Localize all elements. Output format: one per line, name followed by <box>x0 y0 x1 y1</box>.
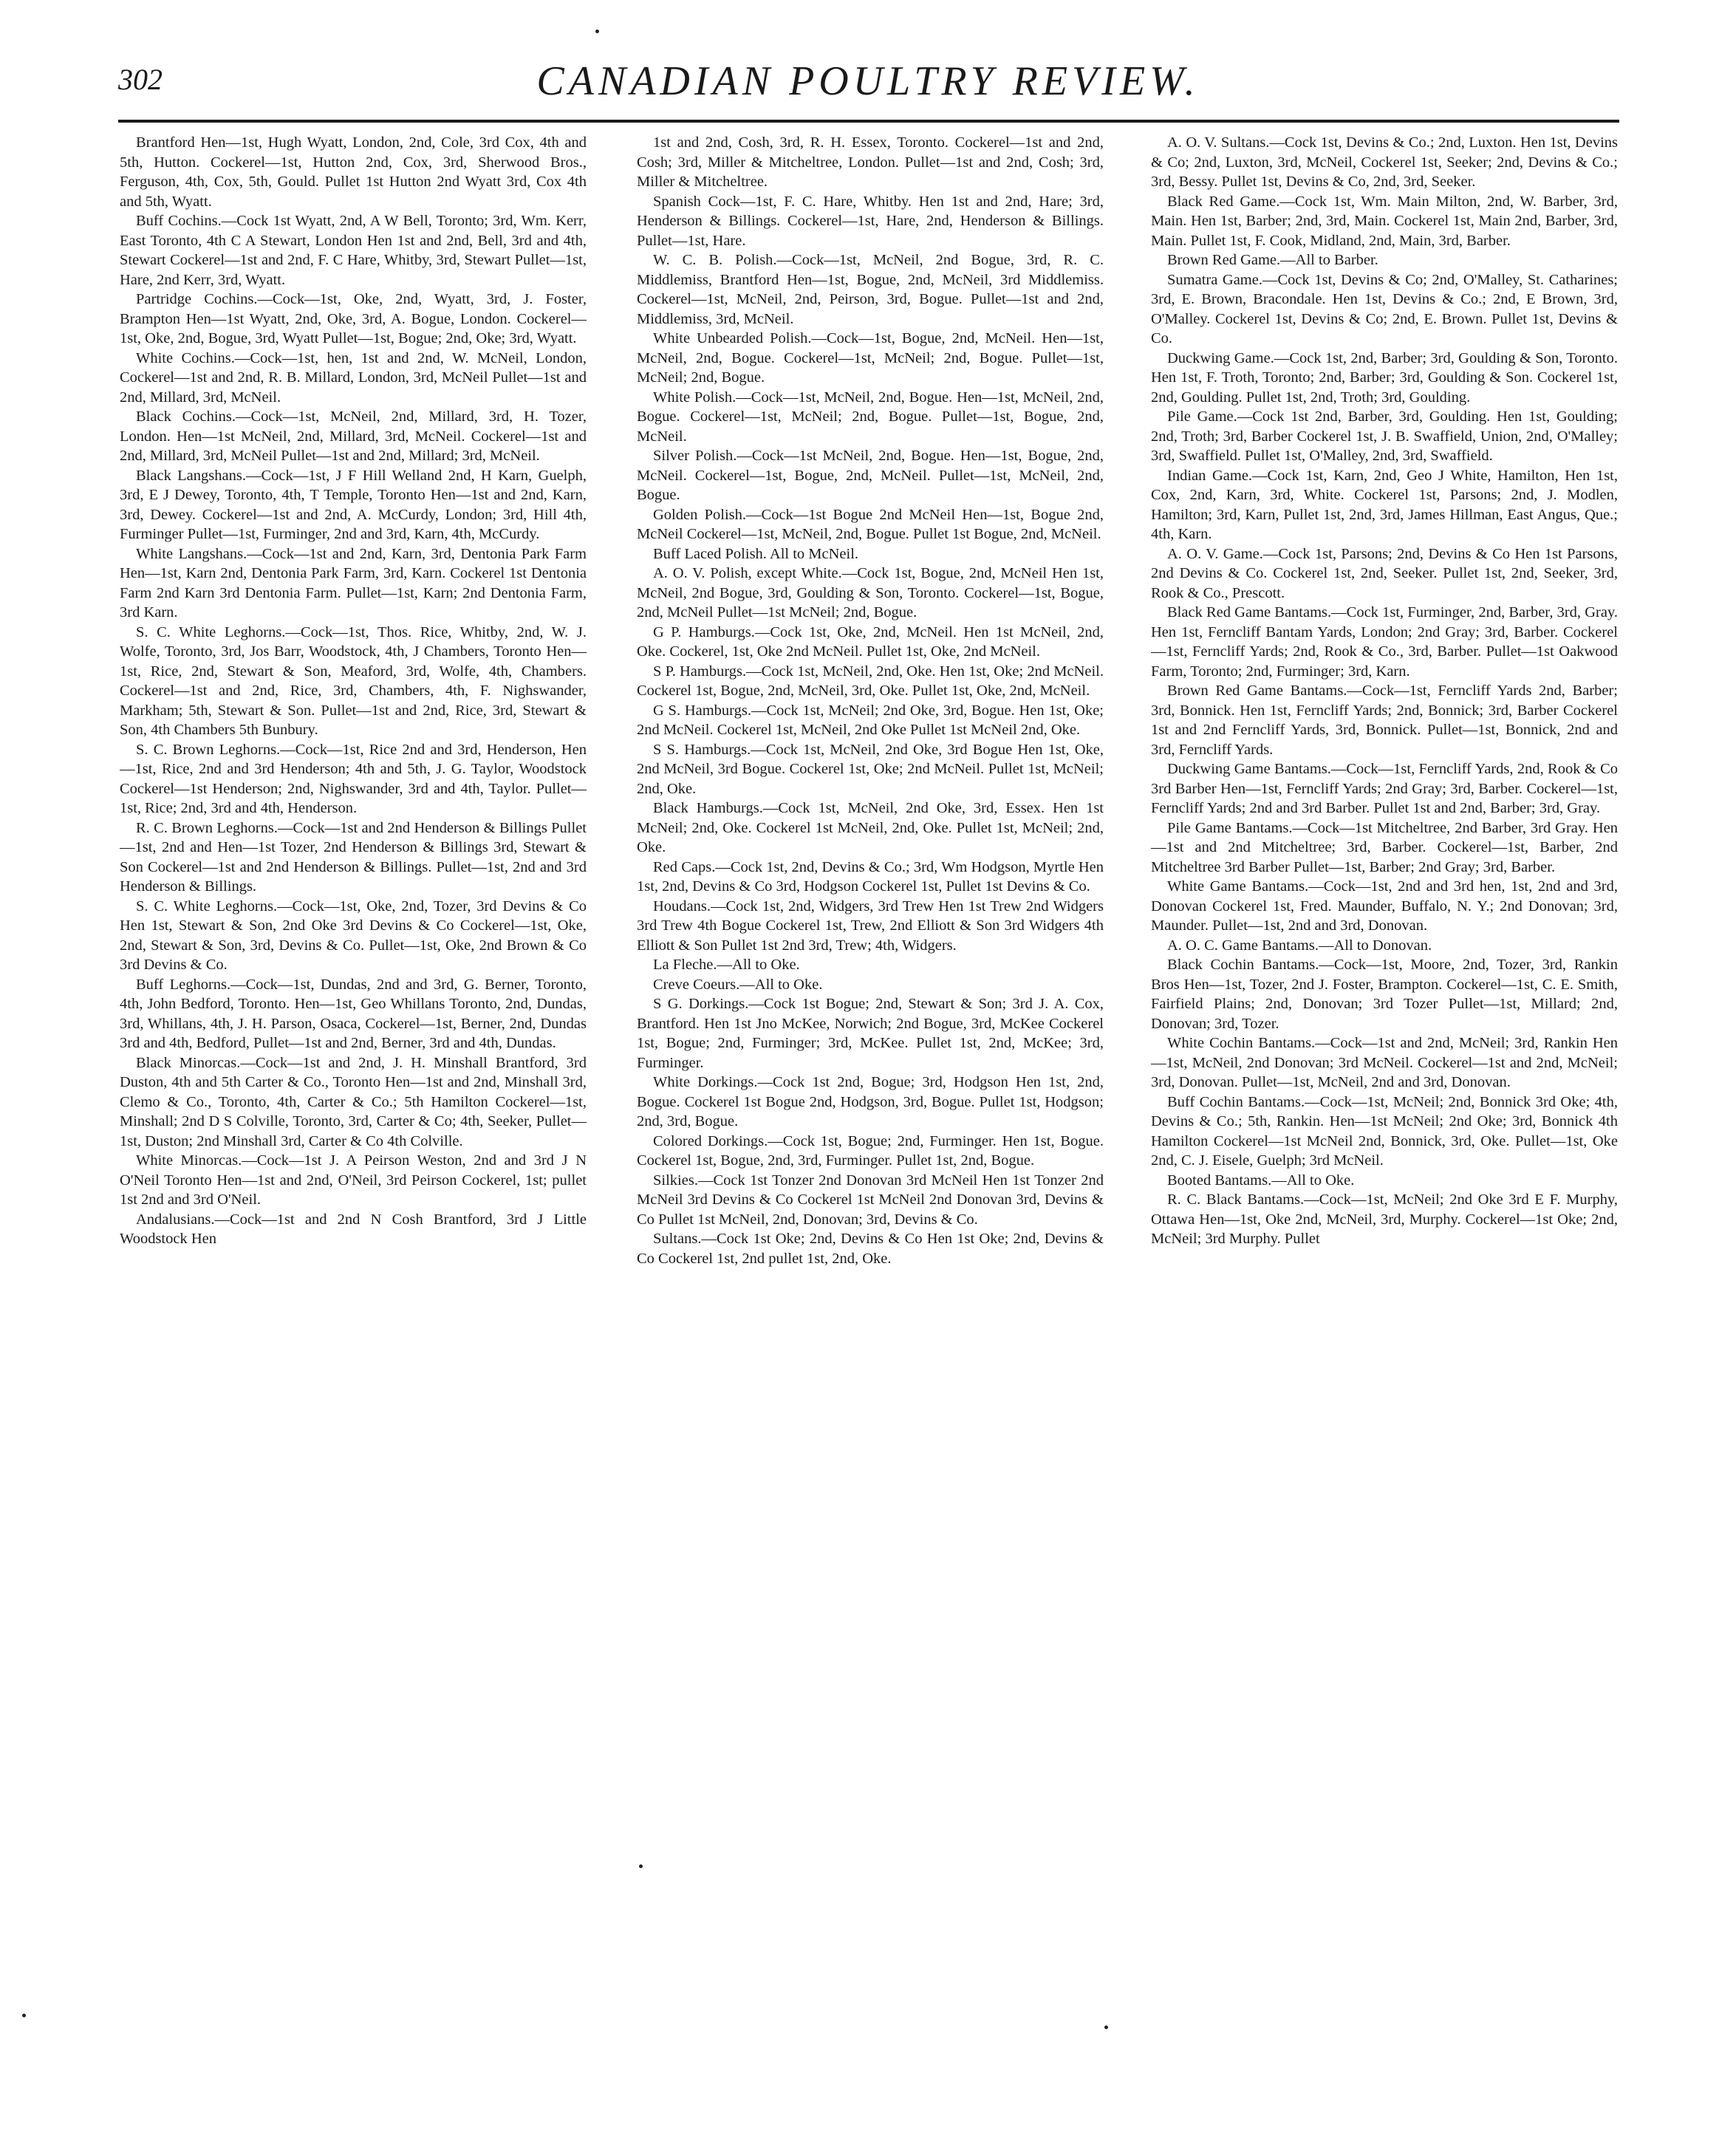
paragraph: Black Cochin Bantams.—Cock—1st, Moore, 2nd, Tozer, 3rd, Rankin Bros Hen—1st, Tozer, 2nd J. Foster, Brampton. Cockerel—1st, C. E. Smith, Fairfield Plains; 2nd, Donovan; 3rd Tozer Pullet—1st, Millard; 2nd, Donovan; 3rd, Tozer. <box>1151 957 1618 1032</box>
paragraph: G S. Hamburgs.—Cock 1st, McNeil; 2nd Oke, 3rd, Bogue. Hen 1st, Oke; 2nd McNeil. Cockerel 1st, McNeil, 2nd Oke Pullet 1st McNeil 2nd, Oke. <box>637 702 1104 738</box>
paragraph: White Polish.—Cock—1st, McNeil, 2nd, Bogue. Hen—1st, McNeil, 2nd, Bogue. Cockerel—1st, McNeil; 2nd, Bogue. Pullet—1st, Bogue, 2nd, McNeil. <box>637 389 1104 445</box>
paragraph: Indian Game.—Cock 1st, Karn, 2nd, Geo J White, Hamilton, Hen 1st, Cox, 2nd, Karn, 3rd, White. Cockerel 1st, Parsons; 2nd, J. Modlen, Hamilton; 3rd, Karn, Pullet 1st, 2nd, 3rd, James Hillman, East Angus, Que.; 4th, Karn. <box>1151 467 1618 542</box>
paragraph: W. C. B. Polish.—Cock—1st, McNeil, 2nd Bogue, 3rd, R. C. Middlemiss, Brantford Hen—1st, Bogue, 2nd, McNeil, 3rd Middlemiss. Cockerel—1st, McNeil, 2nd, Peirson, 3rd, Bogue. Pullet—1st and 2nd, Middlemiss, 3rd, McNeil. <box>637 252 1104 327</box>
print-speck <box>595 30 599 33</box>
paragraph: Pile Game Bantams.—Cock—1st Mitcheltree, 2nd Barber, 3rd Gray. Hen—1st and 2nd Mitcheltree; 3rd, Barber. Cockerel—1st, Barber, 2nd Mitcheltree 3rd Barber Pullet—1st, Barber; 2nd Gray; 3rd, Barber. <box>1151 819 1618 875</box>
journal-title: CANADIAN POULTRY REVIEW. <box>536 58 1200 104</box>
paragraph: Sultans.—Cock 1st Oke; 2nd, Devins & Co Hen 1st Oke; 2nd, Devins & Co Cockerel 1st, 2nd pullet 1st, 2nd, Oke. <box>637 1231 1104 1267</box>
paragraph: White Unbearded Polish.—Cock—1st, Bogue, 2nd, McNeil. Hen—1st, McNeil, 2nd, Bogue. Cockerel—1st, McNeil; 2nd, Bogue. Pullet—1st, McNeil; 2nd, Bogue. <box>637 330 1104 386</box>
paragraph: White Dorkings.—Cock 1st 2nd, Bogue; 3rd, Hodgson Hen 1st, 2nd, Bogue. Cockerel 1st Bogue 2nd, Hodgson, 3rd, Bogue. Pullet 1st, Hodgson; 2nd, 3rd, Bogue. <box>637 1074 1104 1129</box>
text-column-1 <box>120 133 587 1825</box>
paragraph: Buff Cochin Bantams.—Cock—1st, McNeil; 2nd, Bonnick 3rd Oke; 4th, Devins & Co.; 5th, Rankin. Hen—1st McNeil; 2nd Oke; 3rd, Bonnick 4th Hamilton Cockerel—1st McNeil 2nd, Bonnick, 3rd, Oke. Pullet—1st, Oke 2nd, C. J. Eisele, Guelph; 3rd McNeil. <box>1151 1093 1618 1169</box>
paragraph: Brown Red Game Bantams.—Cock—1st, Ferncliff Yards 2nd, Barber; 3rd, Bonnick. Hen 1st, Ferncliff Yards; 2nd, Bonnick; 3rd, Barber Cockerel 1st and 2nd Ferncliff Yards, 3rd, Bonnick. Pullet—1st, Bonnick, 2nd and 3rd, Ferncliff Yards. <box>1151 683 1618 758</box>
paragraph: Buff Leghorns.—Cock—1st, Dundas, 2nd and 3rd, G. Berner, Toronto, 4th, John Bedford, Toronto. Hen—1st, Geo Whillans Toronto, 2nd, Dundas, 3rd, Whillans, 4th, J. H. Parson, Osaca, Cockerel—1st, Berner, 2nd, Dundas 3rd and 4th, Bedford, Pullet—1st and 2nd, Berner, 3rd and 4th, Dundas. <box>120 976 587 1051</box>
paragraph: S. C. White Leghorns.—Cock—1st, Thos. Rice, Whitby, 2nd, W. J. Wolfe, Toronto, 3rd, Jos Barr, Woodstock, 4th, J Chambers, Toronto Hen—1st, Rice, 2nd, Stewart & Son, Meaford, 3rd, Wolfe, 4th, Chambers. Cockerel—1st and 2nd, Rice, 3rd, Chambers, 4th, F. Nighswander, Markham; 5th, Stewart & Son. Pullet—1st and 2nd, Rice, 3rd, Stewart & Son, 4th Chambers 5th Bunbury. <box>120 623 587 738</box>
paragraph: Partridge Cochins.—Cock—1st, Oke, 2nd, Wyatt, 3rd, J. Foster, Brampton Hen—1st Wyatt, 2nd, Oke, 3rd, A. Bogue, London. Cockerel—1st, Oke, 2nd, Bogue, 3rd, Wyatt Pullet—1st, Bogue; 2nd, Oke; 3rd, Wyatt. <box>120 291 587 346</box>
paragraph: Brown Red Game.—All to Barber. <box>1167 252 1378 268</box>
print-speck <box>22 2014 26 2017</box>
paragraph: Sumatra Game.—Cock 1st, Devins & Co; 2nd, O'Malley, St. Catharines; 3rd, E. Brown, Bracondale. Hen 1st, Devins & Co.; 2nd, E Brown, 3rd, O'Malley. Cockerel 1st, Devins & Co; 2nd, E. Brown. Pullet 1st, Devins & Co. <box>1151 271 1618 346</box>
paragraph: Black Minorcas.—Cock—1st and 2nd, J. H. Minshall Brantford, 3rd Duston, 4th and 5th Carter & Co., Toronto Hen—1st and 2nd, Minshall 3rd, Clemo & Co., Toronto, 4th, Carter & Co.; 5th Hamilton Cockerel—1st, Minshall; 2nd D S Colville, Toronto, 3rd, Carter & Co; 4th, Seeker, Pullet—1st, Duston; 2nd Minshall 3rd, Carter & Co 4th Colville. <box>120 1054 587 1149</box>
paragraph: Duckwing Game.—Cock 1st, 2nd, Barber; 3rd, Goulding & Son, Toronto. Hen 1st, F. Troth, Toronto; 2nd, Barber; 3rd, Goulding & Son. Cockerel 1st, 2nd, Goulding. Pullet 1st, 2nd, Troth; 3rd, Goulding. <box>1151 349 1618 406</box>
paragraph: Black Red Game Bantams.—Cock 1st, Furminger, 2nd, Barber, 3rd, Gray. Hen 1st, Ferncliff Bantam Yards, London; 2nd Gray; 3rd, Barber. Cockerel—1st, Ferncliff Yards; 2nd, Rook & Co., 3rd, Barber. Pullet—1st Oakwood Farm, Toronto; 2nd, Furminger; 3rd, Karn. <box>1151 604 1618 680</box>
paragraph: White Cochin Bantams.—Cock—1st and 2nd, McNeil; 3rd, Rankin Hen—1st, McNeil, 2nd Donovan; 3rd McNeil. Cockerel—1st and 2nd, McNeil; 3rd, Donovan. Pullet—1st, McNeil, 2nd and 3rd, Donovan. <box>1151 1035 1618 1090</box>
paragraph: White Langshans.—Cock—1st and 2nd, Karn, 3rd, Dentonia Park Farm Hen—1st, Karn 2nd, Dentonia Park Farm, 3rd, Karn. Cockerel 1st Dentonia Farm 2nd Karn 3rd Dentonia Farm. Pullet—1st, Karn; 2nd Dentonia Farm, 3rd Karn. <box>120 545 587 620</box>
paragraph: Spanish Cock—1st, F. C. Hare, Whitby. Hen 1st and 2nd, Hare; 3rd, Henderson & Billings. Cockerel—1st, Hare, 2nd, Henderson & Billings. Pullet—1st, Hare. <box>637 193 1104 249</box>
page-header <box>118 58 1618 115</box>
paragraph: Black Cochins.—Cock—1st, McNeil, 2nd, Millard, 3rd, H. Tozer, London. Hen—1st McNeil, 2nd, Millard, 3rd, McNeil. Cockerel—1st and 2nd, Millard, 3rd, McNeil Pullet—1st and 2nd, Millard; 3rd, McNeil. <box>120 408 587 464</box>
header-rule <box>118 120 1619 123</box>
paragraph: Black Langshans.—Cock—1st, J F Hill Welland 2nd, H Karn, Guelph, 3rd, E J Dewey, Toronto, 4th, T Temple, Toronto Hen—1st and 2nd, Karn, 3rd, Dewey. Cockerel—1st and 2nd, A. McCurdy, London; 3rd, Hill 4th, Furminger Pullet—1st, Furminger, 2nd and 3rd, Karn, 4th, McCurdy. <box>120 467 587 542</box>
paragraph: White Cochins.—Cock—1st, hen, 1st and 2nd, W. McNeil, London, Cockerel—1st and 2nd, R. B. Millard, London, 3rd, McNeil Pullet—1st and 2nd, Millard, 3rd, McNeil. <box>120 349 587 406</box>
paragraph: G P. Hamburgs.—Cock 1st, Oke, 2nd, McNeil. Hen 1st McNeil, 2nd, Oke. Cockerel, 1st, Oke 2nd McNeil. Pullet 1st, Oke, 2nd McNeil. <box>637 623 1104 660</box>
paragraph: Houdans.—Cock 1st, 2nd, Widgers, 3rd Trew Hen 1st Trew 2nd Widgers 3rd Trew 4th Bogue Cockerel 1st, Trew, 2nd Elliott & Son 3rd Widgers 4th Elliott & Son Pullet 1st 2nd 3rd, Trew; 4th, Widgers. <box>637 898 1104 954</box>
paragraph: Brantford Hen—1st, Hugh Wyatt, London, 2nd, Cole, 3rd Cox, 4th and 5th, Hutton. Cockerel—1st, Hutton 2nd, Cox, 3rd, Sherwood Bros., Ferguson, 4th, Cox, 5th, Gould. Pullet 1st Hutton 2nd Wyatt 3rd, Cox 4th and 5th, Wyatt. <box>120 134 587 210</box>
paragraph: Booted Bantams.—All to Oke. <box>1167 1172 1355 1189</box>
paragraph: La Fleche.—All to Oke. <box>653 957 800 973</box>
paragraph: S P. Hamburgs.—Cock 1st, McNeil, 2nd, Oke. Hen 1st, Oke; 2nd McNeil. Cockerel 1st, Bogue, 2nd, McNeil, 3rd, Oke. Pullet 1st, Oke, 2nd, McNeil. <box>637 663 1104 699</box>
print-speck <box>1104 2025 1108 2029</box>
paragraph: Buff Cochins.—Cock 1st Wyatt, 2nd, A W Bell, Toronto; 3rd, Wm. Kerr, East Toronto, 4th C A Stewart, London Hen 1st and 2nd, Bell, 3rd and 4th, Stewart Cockerel—1st and 2nd, F. C Hare, Whitby, 3rd, Stewart Pullet—1st, Hare, 2nd Kerr, 3rd, Wyatt. <box>120 213 587 288</box>
paragraph: A. O. C. Game Bantams.—All to Donovan. <box>1167 937 1432 954</box>
paragraph: Red Caps.—Cock 1st, 2nd, Devins & Co.; 3rd, Wm Hodgson, Myrtle Hen 1st, 2nd, Devins & Co 3rd, Hodgson Cockerel 1st, Pullet 1st Devins & Co. <box>637 858 1104 895</box>
paragraph: Golden Polish.—Cock—1st Bogue 2nd McNeil Hen—1st, Bogue 2nd, McNeil Cockerel—1st, McNeil, 2nd, Bogue. Pullet 1st Bogue, 2nd, McNeil. <box>637 506 1104 542</box>
paragraph: White Game Bantams.—Cock—1st, 2nd and 3rd hen, 1st, 2nd and 3rd, Donovan Cockerel 1st, Fred. Maunder, Buffalo, N. Y.; 2nd Donovan; 3rd, Maunder. Pullet—1st, 2nd and 3rd, Donovan. <box>1151 878 1618 934</box>
paragraph: Silkies.—Cock 1st Tonzer 2nd Donovan 3rd McNeil Hen 1st Tonzer 2nd McNeil 3rd Devins & Co Cockerel 1st McNeil 2nd Donovan 3rd, Devins & Co Pullet 1st McNeil, 2nd, Donovan; 3rd, Devins & Co. <box>637 1172 1104 1228</box>
paragraph: Duckwing Game Bantams.—Cock—1st, Ferncliff Yards, 2nd, Rook & Co 3rd Barber Hen—1st, Ferncliff Yards; 2nd Gray; 3rd, Barber. Cockerel—1st, Ferncliff Yards; 2nd and 3rd Barber. Pullet 1st and 2nd, Barber; 3rd, Gray. <box>1151 761 1618 816</box>
paragraph: Black Hamburgs.—Cock 1st, McNeil, 2nd Oke, 3rd, Essex. Hen 1st McNeil; 2nd, Oke. Cockerel 1st McNeil, 2nd, Oke. Pullet 1st, McNeil; 2nd, Oke. <box>637 800 1104 855</box>
paragraph: S. C. Brown Leghorns.—Cock—1st, Rice 2nd and 3rd, Henderson, Hen—1st, Rice, 2nd and 3rd Henderson; 4th and 5th, J. G. Taylor, Woodstock Cockerel—1st Henderson; 2nd, Nighswander, 3rd and 4th, Taylor. Pullet—1st, Rice; 2nd, 3rd and 4th, Henderson. <box>120 741 587 816</box>
text-column-2 <box>637 133 1104 1825</box>
paragraph: A. O. V. Sultans.—Cock 1st, Devins & Co.; 2nd, Luxton. Hen 1st, Devins & Co; 2nd, Luxton, 3rd, McNeil, Cockerel 1st, Seeker; 2nd, Devins & Co.; 3rd, Bessy. Pullet 1st, Devins & Co, 2nd, 3rd, Seeker. <box>1151 134 1618 190</box>
paragraph: S S. Hamburgs.—Cock 1st, McNeil, 2nd Oke, 3rd Bogue Hen 1st, Oke, 2nd McNeil, 3rd Bogue. Cockerel 1st, Oke; 2nd McNeil. Pullet 1st, McNeil; 2nd, Oke. <box>637 741 1104 797</box>
paragraph: Black Red Game.—Cock 1st, Wm. Main Milton, 2nd, W. Barber, 3rd, Main. Hen 1st, Barber; 2nd, 3rd, Main. Cockerel 1st, Main 2nd, Barber, 3rd, Main. Pullet 1st, F. Cook, Midland, 2nd, Main, 3rd, Barber. <box>1151 193 1618 249</box>
paragraph: S G. Dorkings.—Cock 1st Bogue; 2nd, Stewart & Son; 3rd J. A. Cox, Brantford. Hen 1st Jno McKee, Norwich; 2nd Bogue, 3rd, McKee Cockerel 1st, Bogue; 2nd, Furminger; 3rd, McKee. Pullet 1st, 2nd, McKee; 3rd, Furminger. <box>637 996 1104 1071</box>
paragraph: R. C. Brown Leghorns.—Cock—1st and 2nd Henderson & Billings Pullet—1st, 2nd and Hen—1st Tozer, 2nd Henderson & Billings 3rd, Stewart & Son Cockerel—1st and 2nd Henderson & Billings. Pullet—1st, 2nd and 3rd Henderson & Billings. <box>120 819 587 895</box>
text-column-3 <box>1151 133 1618 1825</box>
paragraph: R. C. Black Bantams.—Cock—1st, McNeil; 2nd Oke 3rd E F. Murphy, Ottawa Hen—1st, Oke 2nd, McNeil, 3rd, Murphy. Cockerel—1st Oke; 2nd, McNeil; 3rd Murphy. Pullet <box>1151 1191 1618 1247</box>
paragraph: A. O. V. Game.—Cock 1st, Parsons; 2nd, Devins & Co Hen 1st Parsons, 2nd Devins & Co. Cockerel 1st, 2nd, Seeker. Pullet 1st, 2nd, Seeker, 3rd, Rook & Co., Prescott. <box>1151 545 1618 601</box>
page-number: 302 <box>118 63 163 96</box>
paragraph: S. C. White Leghorns.—Cock—1st, Oke, 2nd, Tozer, 3rd Devins & Co Hen 1st, Stewart & Son, 2nd Oke 3rd Devins & Co Cockerel—1st, Oke, 2nd, Stewart & Son, 3rd, Devins & Co. Pullet—1st, Oke, 2nd Brown & Co 3rd Devins & Co. <box>120 898 587 973</box>
paragraph: Silver Polish.—Cock—1st McNeil, 2nd, Bogue. Hen—1st, Bogue, 2nd, McNeil. Cockerel—1st, Bogue, 2nd, McNeil. Pullet—1st, McNeil, 2nd, Bogue. <box>637 448 1104 503</box>
paragraph: A. O. V. Polish, except White.—Cock 1st, Bogue, 2nd, McNeil Hen 1st, McNeil, 2nd Bogue, 3rd, Goulding & Son, Toronto. Cockerel—1st, Bogue, 2nd, McNeil Pullet—1st McNeil; 2nd, Bogue. <box>637 565 1104 620</box>
paragraph: White Minorcas.—Cock—1st J. A Peirson Weston, 2nd and 3rd J N O'Neil Toronto Hen—1st and 2nd, O'Neil, 3rd Peirson Cockerel, 1st; pullet 1st 2nd and 3rd O'Neil. <box>120 1152 587 1208</box>
paragraph: Creve Coeurs.—All to Oke. <box>653 976 823 993</box>
paragraph: Colored Dorkings.—Cock 1st, Bogue; 2nd, Furminger. Hen 1st, Bogue. Cockerel 1st, Bogue, 2nd, 3rd, Furminger. Pullet 1st, 2nd, Bogue. <box>637 1132 1104 1169</box>
paragraph: 1st and 2nd, Cosh, 3rd, R. H. Essex, Toronto. Cockerel—1st and 2nd, Cosh; 3rd, Miller & Mitcheltree, London. Pullet—1st and 2nd, Cosh; 3rd, Miller & Mitcheltree. <box>637 134 1104 190</box>
paragraph: Pile Game.—Cock 1st 2nd, Barber, 3rd, Goulding. Hen 1st, Goulding; 2nd, Troth; 3rd, Barber Cockerel 1st, J. B. Swaffield, Union, 2nd, O'Malley; 3rd, Swaffield. Pullet 1st, O'Malley, 2nd, 3rd, Swaffield. <box>1151 408 1618 464</box>
paragraph: Buff Laced Polish. All to McNeil. <box>653 545 859 562</box>
print-speck <box>639 1864 643 1868</box>
paragraph: Andalusians.—Cock—1st and 2nd N Cosh Brantford, 3rd J Little Woodstock Hen <box>120 1211 587 1247</box>
